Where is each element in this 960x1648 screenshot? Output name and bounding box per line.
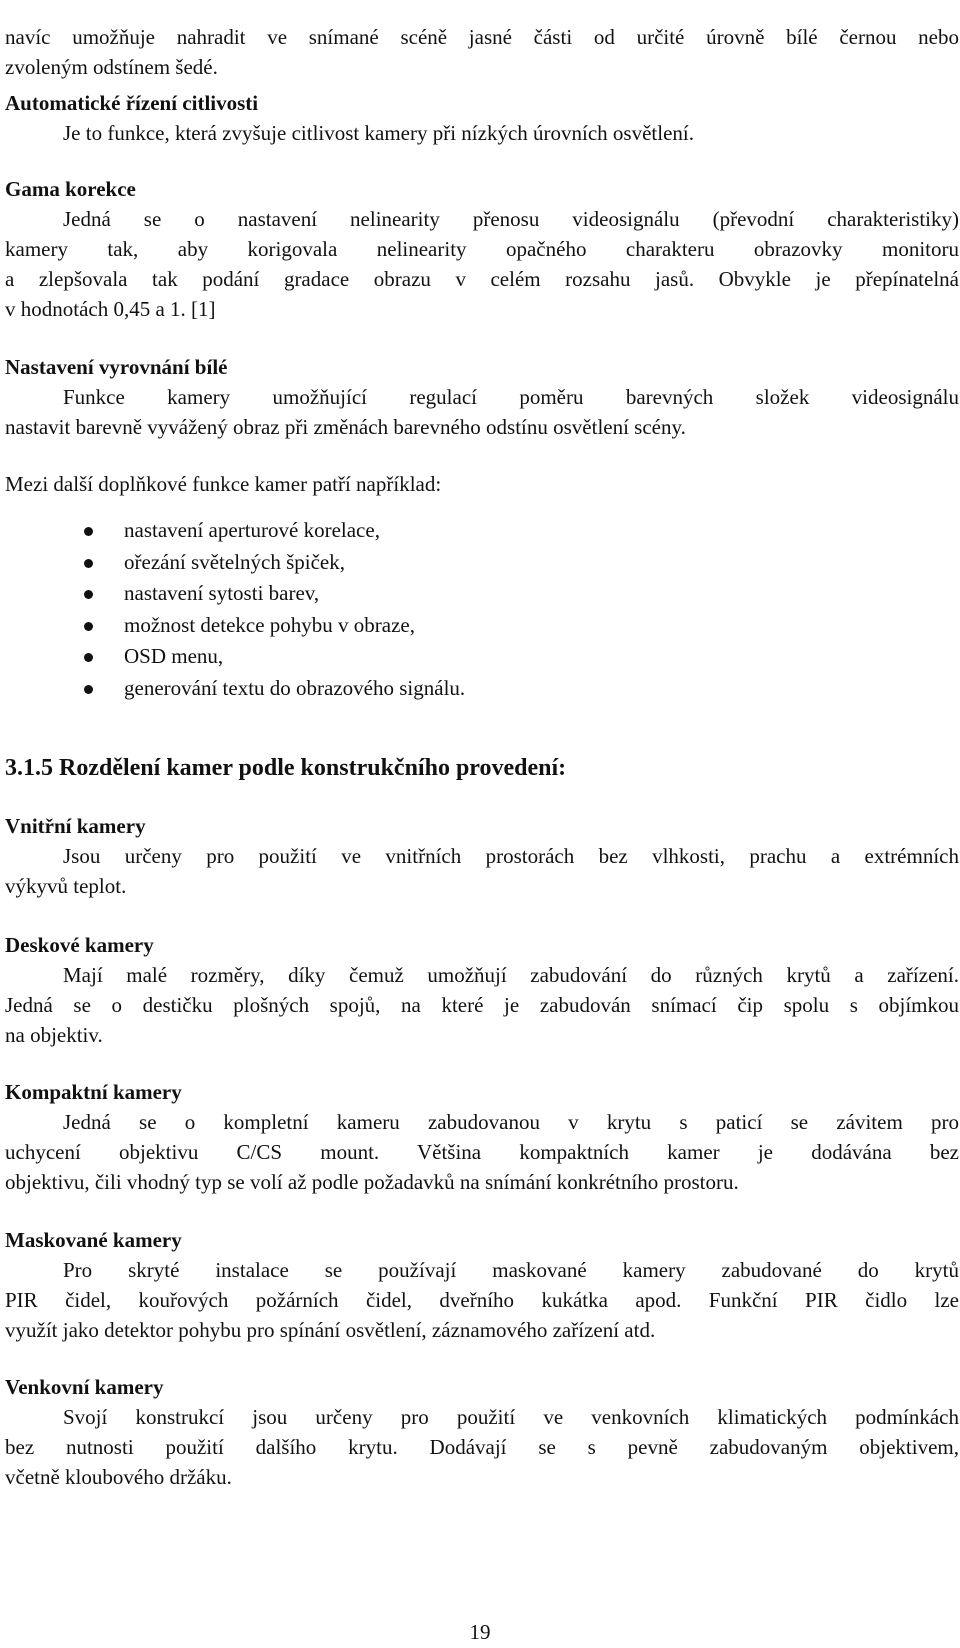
section-heading <box>5 755 566 782</box>
gamma-line-2: kamery tak, aby korigovala nelinearity opačného charakteru obrazovky monitoru <box>5 237 959 261</box>
white-balance-line-2: nastavit barevně vyvážený obraz při změnách barevného odstínu osvětlení scény. <box>5 415 686 439</box>
indoor-line-2: výkyvů teplot. <box>5 874 127 898</box>
outdoor-heading: Venkovní kamery <box>5 1375 164 1399</box>
list-item-text: OSD menu, <box>124 644 224 668</box>
list-item <box>0 641 465 673</box>
masked-heading: Maskované kamery <box>5 1228 182 1252</box>
list-item <box>0 547 465 579</box>
board-line-1: Mají malé rozměry, díky čemuž umožňují zabudování do různých krytů a zařízení. <box>63 963 959 987</box>
white-balance-section <box>5 352 959 442</box>
gamma-heading: Gama korekce <box>5 177 136 201</box>
compact-line-3: objektivu, čili vhodný typ se volí až podle požadavků na snímání konkrétního prostoru. <box>5 1170 739 1194</box>
compact-heading: Kompaktní kamery <box>5 1080 182 1104</box>
compact-cameras-section <box>5 1077 959 1197</box>
white-balance-line-1: Funkce kamery umožňující regulací poměru barevných složek videosignálu <box>63 385 959 409</box>
bullet-icon <box>84 527 93 536</box>
gamma-line-3: a zlepšovala tak podání gradace obrazu v celém rozsahu jasů. Obvykle je přepínatelná <box>5 267 959 291</box>
list-item-text: možnost detekce pohybu v obraze, <box>124 612 415 637</box>
extra-intro-text: Mezi další doplňkové funkce kamer patří například: <box>5 472 442 496</box>
indoor-line-1: Jsou určeny pro použití ve vnitřních prostorách bez vlhkosti, prachu a extrémních <box>63 844 959 868</box>
white-balance-heading: Nastavení vyrovnání bílé <box>5 355 228 379</box>
outdoor-line-3: včetně kloubového držáku. <box>5 1465 232 1489</box>
gamma-section <box>5 174 959 324</box>
intro-line-1: navíc umožňuje nahradit ve snímané scéně jasné části od určité úrovně bílé černou nebo <box>5 25 959 49</box>
bullet-icon <box>84 622 93 631</box>
auto-gain-section <box>5 88 959 148</box>
masked-line-1: Pro skryté instalace se používají maskované kamery zabudované do krytů <box>63 1258 959 1282</box>
indoor-heading: Vnitřní kamery <box>5 814 146 838</box>
intro-line-2: zvoleným odstínem šedé. <box>5 55 218 79</box>
intro-paragraph <box>5 22 959 82</box>
list-item-text: ořezání světelných špiček, <box>124 549 345 574</box>
extra-functions-list <box>0 515 465 704</box>
page-number: 19 <box>469 1620 491 1644</box>
list-item-text: generování textu do obrazového signálu. <box>124 675 466 700</box>
compact-line-1: Jedná se o kompletní kameru zabudovanou v krytu s paticí se závitem pro <box>63 1110 959 1134</box>
board-heading: Deskové kamery <box>5 933 154 957</box>
list-item-text: nastavení sytosti barev, <box>124 581 320 605</box>
list-item-text: nastavení aperturové korelace, <box>124 518 380 542</box>
auto-gain-heading: Automatické řízení citlivosti <box>5 91 259 115</box>
auto-gain-text: Je to funkce, která zvyšuje citlivost kamery při nízkých úrovních osvětlení. <box>63 121 694 145</box>
bullet-icon <box>84 653 93 662</box>
outdoor-cameras-section <box>5 1372 959 1492</box>
board-line-2: Jedná se o destičku plošných spojů, na které je zabudován snímací čip spolu s objímkou <box>5 993 959 1017</box>
bullet-icon <box>84 685 93 694</box>
masked-cameras-section <box>5 1225 959 1345</box>
list-item <box>0 673 465 705</box>
masked-line-2: PIR čidel, kouřových požárních čidel, dveřního kukátka apod. Funkční PIR čidlo lze <box>5 1288 959 1312</box>
gamma-line-1: Jedná se o nastavení nelinearity přenosu videosignálu (převodní charakteristiky) <box>63 207 959 231</box>
board-cameras-section <box>5 930 959 1050</box>
section-title: Rozdělení kamer podle konstrukčního provedení: <box>59 755 567 781</box>
masked-line-3: využít jako detektor pohybu pro spínání osvětlení, záznamového zařízení atd. <box>5 1318 656 1342</box>
indoor-cameras-section <box>5 811 959 901</box>
list-item <box>0 578 465 610</box>
outdoor-line-2: bez nutnosti použití dalšího krytu. Dodávají se s pevně zabudovaným objektivem, <box>5 1435 959 1459</box>
outdoor-line-1: Svojí konstrukcí jsou určeny pro použití ve venkovních klimatických podmínkách <box>63 1405 959 1429</box>
list-item <box>0 610 465 642</box>
extra-functions-intro <box>5 469 959 499</box>
bullet-icon <box>84 590 93 599</box>
gamma-line-4: v hodnotách 0,45 a 1. [1] <box>5 297 216 321</box>
board-line-3: na objektiv. <box>5 1023 103 1047</box>
list-item <box>0 515 465 547</box>
bullet-icon <box>84 559 93 568</box>
compact-line-2: uchycení objektivu C/CS mount. Většina kompaktních kamer je dodávána bez <box>5 1140 959 1164</box>
section-number: 3.1.5 <box>5 755 53 781</box>
